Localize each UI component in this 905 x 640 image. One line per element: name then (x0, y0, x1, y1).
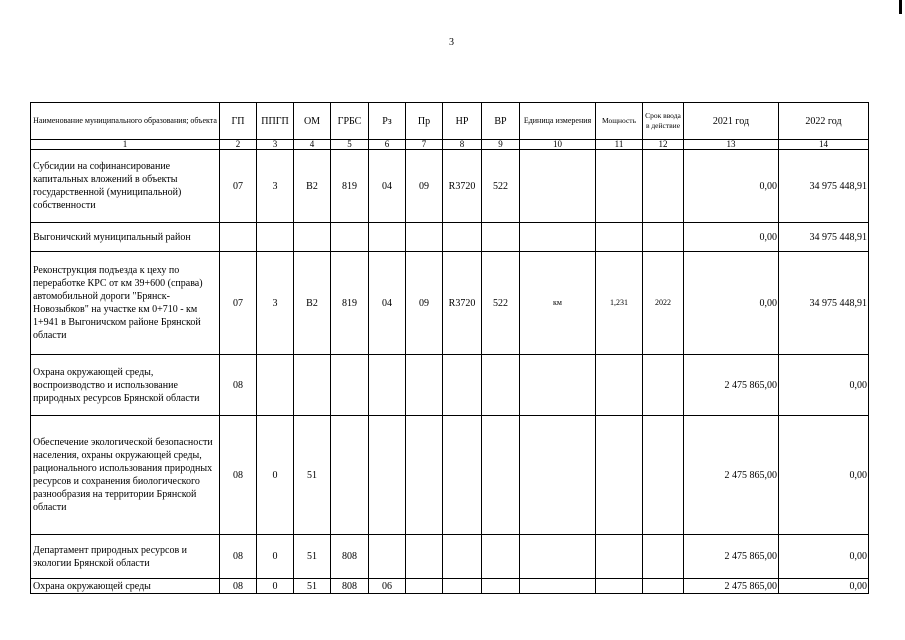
cell-ppgp: 3 (257, 150, 294, 223)
cell-term (643, 355, 684, 416)
table-row (31, 579, 869, 594)
cell-gp: 07 (220, 150, 257, 223)
column-number: 13 (684, 140, 779, 150)
header-cell: Мощность (596, 103, 643, 140)
cell-ppgp (257, 223, 294, 252)
cell-rz: 06 (369, 579, 406, 594)
cell-grbs (331, 416, 369, 535)
cell-power (596, 579, 643, 594)
column-number: 6 (369, 140, 406, 150)
row-name: Охрана окружающей среды (31, 579, 220, 594)
cell-gp (220, 223, 257, 252)
cell-gp: 08 (220, 355, 257, 416)
cell-om: В2 (294, 252, 331, 355)
cell-gp: 07 (220, 252, 257, 355)
cell-power (596, 535, 643, 579)
table-row (31, 355, 869, 416)
table-row (31, 252, 869, 355)
table-row (31, 150, 869, 223)
column-number: 11 (596, 140, 643, 150)
column-number: 10 (520, 140, 596, 150)
cell-nr: R3720 (443, 150, 482, 223)
cell-2022: 0,00 (779, 355, 869, 416)
cell-pr: 09 (406, 150, 443, 223)
cell-2022: 0,00 (779, 535, 869, 579)
cell-rz (369, 355, 406, 416)
header-cell: ВР (482, 103, 520, 140)
cell-unit (520, 150, 596, 223)
cell-pr (406, 535, 443, 579)
cell-rz: 04 (369, 150, 406, 223)
cell-unit (520, 223, 596, 252)
cell-ppgp (257, 355, 294, 416)
cell-grbs (331, 223, 369, 252)
cell-term (643, 579, 684, 594)
cell-2022: 34 975 448,91 (779, 223, 869, 252)
cell-vr: 522 (482, 150, 520, 223)
header-cell: ГРБС (331, 103, 369, 140)
header-cell: Единица измерения (520, 103, 596, 140)
cell-2022: 34 975 448,91 (779, 252, 869, 355)
cell-2022: 34 975 448,91 (779, 150, 869, 223)
cell-vr (482, 223, 520, 252)
cell-power (596, 355, 643, 416)
cell-term (643, 150, 684, 223)
header-cell: Пр (406, 103, 443, 140)
cell-om: 51 (294, 535, 331, 579)
cell-power (596, 223, 643, 252)
column-number: 2 (220, 140, 257, 150)
cell-2021: 2 475 865,00 (684, 416, 779, 535)
column-number: 3 (257, 140, 294, 150)
cell-rz (369, 416, 406, 535)
cell-grbs: 819 (331, 150, 369, 223)
cell-gp: 08 (220, 416, 257, 535)
cell-ppgp: 0 (257, 579, 294, 594)
cell-rz: 04 (369, 252, 406, 355)
cell-pr: 09 (406, 252, 443, 355)
cell-nr (443, 355, 482, 416)
cell-vr (482, 416, 520, 535)
header-cell: Срок ввода в действие (643, 103, 684, 140)
column-number: 9 (482, 140, 520, 150)
cell-grbs: 819 (331, 252, 369, 355)
page-number: 3 (449, 37, 454, 48)
column-number: 14 (779, 140, 869, 150)
cell-term (643, 223, 684, 252)
table-row (31, 416, 869, 535)
cell-term (643, 416, 684, 535)
header-row (31, 103, 869, 140)
column-number: 1 (31, 140, 220, 150)
column-number: 5 (331, 140, 369, 150)
cell-om: В2 (294, 150, 331, 223)
header-cell: ГП (220, 103, 257, 140)
cell-2021: 2 475 865,00 (684, 535, 779, 579)
cell-ppgp: 3 (257, 252, 294, 355)
cell-2021: 0,00 (684, 223, 779, 252)
cell-power: 1,231 (596, 252, 643, 355)
row-name: Реконструкция подъезда к цеху по переработке КРС от км 39+600 (справа) автомобильной дороги "Брянск-Новозыбков" на участке км 0+710 - км 1+941 в Выгоничском районе Брянской области (31, 252, 220, 355)
header-cell: НР (443, 103, 482, 140)
cell-om: 51 (294, 416, 331, 535)
cell-power (596, 416, 643, 535)
cell-power (596, 150, 643, 223)
cell-vr (482, 355, 520, 416)
column-number: 8 (443, 140, 482, 150)
cell-2021: 2 475 865,00 (684, 355, 779, 416)
cell-2021: 2 475 865,00 (684, 579, 779, 594)
row-name: Департамент природных ресурсов и экологии Брянской области (31, 535, 220, 579)
row-name: Выгоничский муниципальный район (31, 223, 220, 252)
cell-unit (520, 579, 596, 594)
cell-vr (482, 535, 520, 579)
header-cell: 2022 год (779, 103, 869, 140)
column-number: 4 (294, 140, 331, 150)
table-row (31, 535, 869, 579)
cell-term: 2022 (643, 252, 684, 355)
cell-pr (406, 355, 443, 416)
budget-table (30, 102, 869, 594)
header-cell: Рз (369, 103, 406, 140)
cell-rz (369, 535, 406, 579)
cell-om (294, 355, 331, 416)
scan-edge-mark (899, 0, 902, 14)
cell-unit (520, 416, 596, 535)
cell-vr: 522 (482, 252, 520, 355)
cell-gp: 08 (220, 535, 257, 579)
column-number: 12 (643, 140, 684, 150)
cell-om (294, 223, 331, 252)
cell-om: 51 (294, 579, 331, 594)
cell-2021: 0,00 (684, 150, 779, 223)
cell-nr (443, 416, 482, 535)
cell-grbs (331, 355, 369, 416)
cell-unit: км (520, 252, 596, 355)
cell-nr (443, 223, 482, 252)
cell-2021: 0,00 (684, 252, 779, 355)
cell-2022: 0,00 (779, 416, 869, 535)
header-cell: ППГП (257, 103, 294, 140)
cell-vr (482, 579, 520, 594)
cell-pr (406, 579, 443, 594)
cell-ppgp: 0 (257, 416, 294, 535)
header-cell: Наименование муниципального образования; объекта (31, 103, 220, 140)
cell-2022: 0,00 (779, 579, 869, 594)
cell-pr (406, 416, 443, 535)
row-name: Охрана окружающей среды, воспроизводство и использование природных ресурсов Брянской области (31, 355, 220, 416)
cell-rz (369, 223, 406, 252)
header-cell: 2021 год (684, 103, 779, 140)
cell-nr: R3720 (443, 252, 482, 355)
cell-ppgp: 0 (257, 535, 294, 579)
cell-gp: 08 (220, 579, 257, 594)
header-cell: ОМ (294, 103, 331, 140)
row-name: Обеспечение экологической безопасности населения, охраны окружающей среды, рационального использования природных ресурсов и сохранения биологического разнообразия на территории Брянской области (31, 416, 220, 535)
cell-grbs: 808 (331, 535, 369, 579)
cell-pr (406, 223, 443, 252)
column-number: 7 (406, 140, 443, 150)
cell-unit (520, 355, 596, 416)
cell-nr (443, 579, 482, 594)
row-name: Субсидии на софинансирование капитальных вложений в объекты государственной (муниципальной) собственности (31, 150, 220, 223)
cell-term (643, 535, 684, 579)
cell-unit (520, 535, 596, 579)
cell-grbs: 808 (331, 579, 369, 594)
column-number-row (31, 140, 869, 150)
cell-nr (443, 535, 482, 579)
table-row (31, 223, 869, 252)
